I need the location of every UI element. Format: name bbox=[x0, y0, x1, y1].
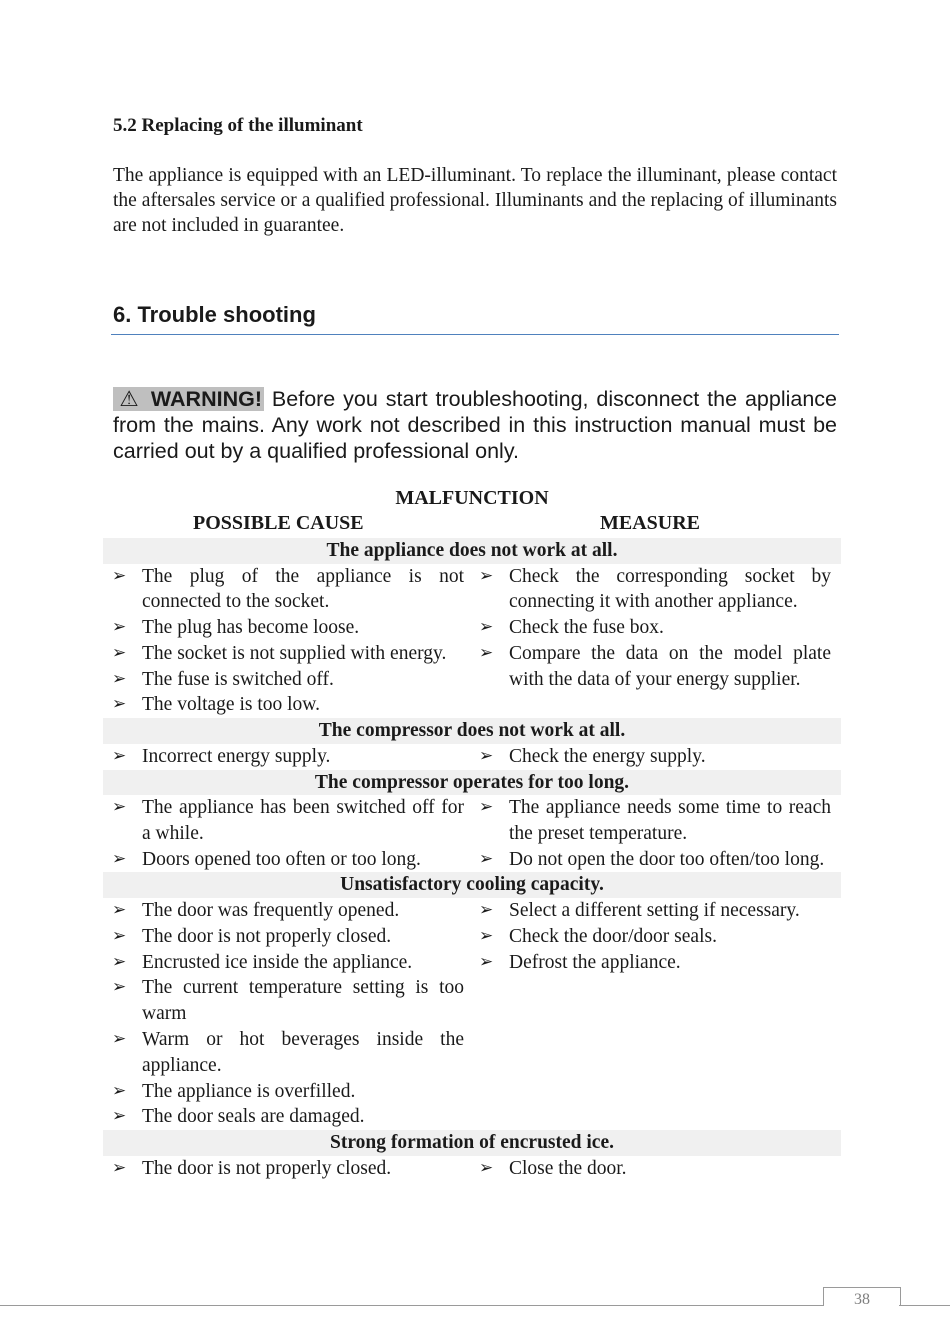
cause-text: The door is not properly closed. bbox=[142, 925, 392, 947]
warning-paragraph bbox=[113, 386, 837, 464]
cause-text: The appliance has been switched off for a while. bbox=[142, 797, 464, 844]
cause-text: The plug has become loose. bbox=[142, 617, 360, 639]
cause-item bbox=[112, 898, 464, 924]
arrow-bullet-icon: ➢ bbox=[112, 668, 127, 689]
arrow-bullet-icon: ➢ bbox=[112, 899, 127, 920]
arrow-bullet-icon: ➢ bbox=[479, 617, 494, 638]
measure-text: Check the energy supply. bbox=[509, 745, 706, 767]
cause-text: The current temperature setting is too warm bbox=[142, 977, 464, 1025]
footer-rule bbox=[0, 1305, 823, 1306]
cause-text: The plug of the appliance is not connected to the socket. bbox=[142, 565, 464, 613]
measure-item bbox=[479, 898, 831, 924]
measure-column bbox=[472, 898, 841, 1130]
cause-item bbox=[112, 1079, 464, 1105]
measure-text: Check the corresponding socket by connecting it with another appliance. bbox=[509, 565, 831, 613]
arrow-bullet-icon: ➢ bbox=[112, 925, 127, 946]
malfunction-title: MALFUNCTION bbox=[395, 487, 549, 509]
cause-text: Encrusted ice inside the appliance. bbox=[142, 951, 413, 973]
cause-item bbox=[112, 1156, 464, 1182]
measure-text: Check the fuse box. bbox=[509, 617, 664, 639]
malfunction-group-row bbox=[103, 564, 841, 719]
arrow-bullet-icon: ➢ bbox=[479, 925, 494, 946]
cause-item bbox=[112, 667, 464, 693]
cause-text: The appliance is overfilled. bbox=[142, 1080, 356, 1102]
cause-text: The socket is not supplied with energy. bbox=[142, 642, 447, 664]
heading-underline bbox=[111, 334, 839, 335]
arrow-bullet-icon: ➢ bbox=[112, 565, 127, 586]
measure-text: Do not open the door too often/too long. bbox=[509, 848, 825, 870]
cause-text: The door seals are damaged. bbox=[142, 1106, 365, 1128]
cause-list bbox=[112, 795, 464, 872]
cause-item bbox=[112, 564, 464, 616]
footer-rule-right bbox=[899, 1305, 950, 1306]
malfunction-group-row bbox=[103, 898, 841, 1130]
arrow-bullet-icon: ➢ bbox=[112, 642, 127, 663]
measure-text: Compare the data on the model plate with the data of your energy supplier. bbox=[509, 642, 831, 690]
cause-list bbox=[112, 1156, 464, 1182]
measure-item bbox=[479, 641, 831, 693]
cause-column bbox=[103, 795, 472, 872]
measure-item bbox=[479, 564, 831, 616]
cause-item bbox=[112, 744, 464, 770]
cause-item bbox=[112, 692, 464, 718]
measure-text: Select a different setting if necessary. bbox=[509, 899, 800, 921]
arrow-bullet-icon: ➢ bbox=[479, 642, 494, 663]
cause-item bbox=[112, 1027, 464, 1079]
measure-item bbox=[479, 924, 831, 950]
measure-text: Close the door. bbox=[509, 1157, 627, 1179]
warning-label-highlight bbox=[113, 387, 264, 411]
measure-column bbox=[472, 744, 841, 770]
measure-header: MEASURE bbox=[600, 512, 701, 534]
arrow-bullet-icon: ➢ bbox=[479, 745, 494, 766]
warning-triangle-icon: ⚠ bbox=[119, 387, 139, 411]
malfunction-group-row bbox=[103, 795, 841, 872]
arrow-bullet-icon: ➢ bbox=[479, 951, 494, 972]
measure-text: Check the door/door seals. bbox=[509, 925, 717, 947]
warning-text: Before you start troubleshooting, disconnect the appliance from the mains. Any work not described in this instruction manual must be carried out by a qualified professional only. bbox=[113, 387, 837, 463]
arrow-bullet-icon: ➢ bbox=[112, 745, 127, 766]
arrow-bullet-icon: ➢ bbox=[112, 1080, 127, 1101]
measure-column bbox=[472, 1156, 841, 1182]
measure-item bbox=[479, 950, 831, 976]
malfunction-group-heading: The compressor operates for too long. bbox=[103, 770, 841, 796]
arrow-bullet-icon: ➢ bbox=[479, 1157, 494, 1178]
cause-text: Warm or hot beverages inside the appliance. bbox=[142, 1028, 464, 1076]
cause-item bbox=[112, 975, 464, 1027]
malfunction-group-heading: Strong formation of encrusted ice. bbox=[103, 1130, 841, 1156]
measure-column bbox=[472, 795, 841, 872]
cause-item bbox=[112, 795, 464, 847]
measure-list bbox=[479, 1156, 831, 1182]
arrow-bullet-icon: ➢ bbox=[479, 848, 494, 869]
arrow-bullet-icon: ➢ bbox=[479, 899, 494, 920]
malfunction-group-heading: The compressor does not work at all. bbox=[103, 718, 841, 744]
cause-item bbox=[112, 924, 464, 950]
measure-text: The appliance needs some time to reach the preset temperature. bbox=[509, 797, 831, 844]
measure-item bbox=[479, 744, 831, 770]
malfunction-group-row bbox=[103, 1156, 841, 1182]
arrow-bullet-icon: ➢ bbox=[112, 1157, 127, 1178]
warning-label: WARNING! bbox=[150, 387, 262, 411]
cause-text: Doors opened too often or too long. bbox=[142, 848, 421, 870]
measure-column bbox=[472, 564, 841, 719]
arrow-bullet-icon: ➢ bbox=[479, 565, 494, 586]
measure-item bbox=[479, 1156, 831, 1182]
cause-item bbox=[112, 641, 464, 667]
malfunction-group-heading: The appliance does not work at all. bbox=[103, 538, 841, 564]
cause-item bbox=[112, 615, 464, 641]
arrow-bullet-icon: ➢ bbox=[112, 617, 127, 638]
cause-list bbox=[112, 564, 464, 719]
measure-item bbox=[479, 615, 831, 641]
cause-text: Incorrect energy supply. bbox=[142, 745, 331, 767]
cause-column bbox=[103, 744, 472, 770]
cause-item bbox=[112, 847, 464, 873]
cause-item bbox=[112, 1104, 464, 1130]
section-6-heading: 6. Trouble shooting bbox=[113, 302, 316, 327]
measure-item bbox=[479, 847, 831, 873]
cause-column bbox=[103, 564, 472, 719]
page-number: 38 bbox=[854, 1291, 870, 1308]
arrow-bullet-icon: ➢ bbox=[112, 977, 127, 998]
arrow-bullet-icon: ➢ bbox=[112, 797, 127, 818]
cause-list bbox=[112, 898, 464, 1130]
possible-cause-header: POSSIBLE CAUSE bbox=[193, 512, 364, 534]
arrow-bullet-icon: ➢ bbox=[112, 848, 127, 869]
measure-text: Defrost the appliance. bbox=[509, 951, 681, 973]
measure-list bbox=[479, 564, 831, 693]
cause-column bbox=[103, 898, 472, 1130]
cause-text: The door is not properly closed. bbox=[142, 1157, 392, 1179]
cause-text: The voltage is too low. bbox=[142, 694, 320, 716]
measure-list bbox=[479, 898, 831, 975]
arrow-bullet-icon: ➢ bbox=[112, 694, 127, 715]
arrow-bullet-icon: ➢ bbox=[112, 951, 127, 972]
cause-list bbox=[112, 744, 464, 770]
arrow-bullet-icon: ➢ bbox=[479, 797, 494, 818]
measure-list bbox=[479, 795, 831, 872]
measure-item bbox=[479, 795, 831, 847]
malfunction-group-row bbox=[103, 744, 841, 770]
cause-item bbox=[112, 950, 464, 976]
measure-list bbox=[479, 744, 831, 770]
troubleshooting-table bbox=[103, 538, 841, 1181]
malfunction-group-heading: Unsatisfactory cooling capacity. bbox=[103, 872, 841, 898]
cause-text: The fuse is switched off. bbox=[142, 668, 334, 690]
cause-text: The door was frequently opened. bbox=[142, 899, 400, 921]
section-5-2-heading: 5.2 Replacing of the illuminant bbox=[113, 115, 363, 136]
arrow-bullet-icon: ➢ bbox=[112, 1106, 127, 1127]
section-5-2-paragraph: The appliance is equipped with an LED-illuminant. To replace the illuminant, please contact the aftersales service or a qualified professional. Illuminants and the replacing of illuminants are not included in guarantee. bbox=[113, 165, 837, 236]
arrow-bullet-icon: ➢ bbox=[112, 1028, 127, 1049]
cause-column bbox=[103, 1156, 472, 1182]
